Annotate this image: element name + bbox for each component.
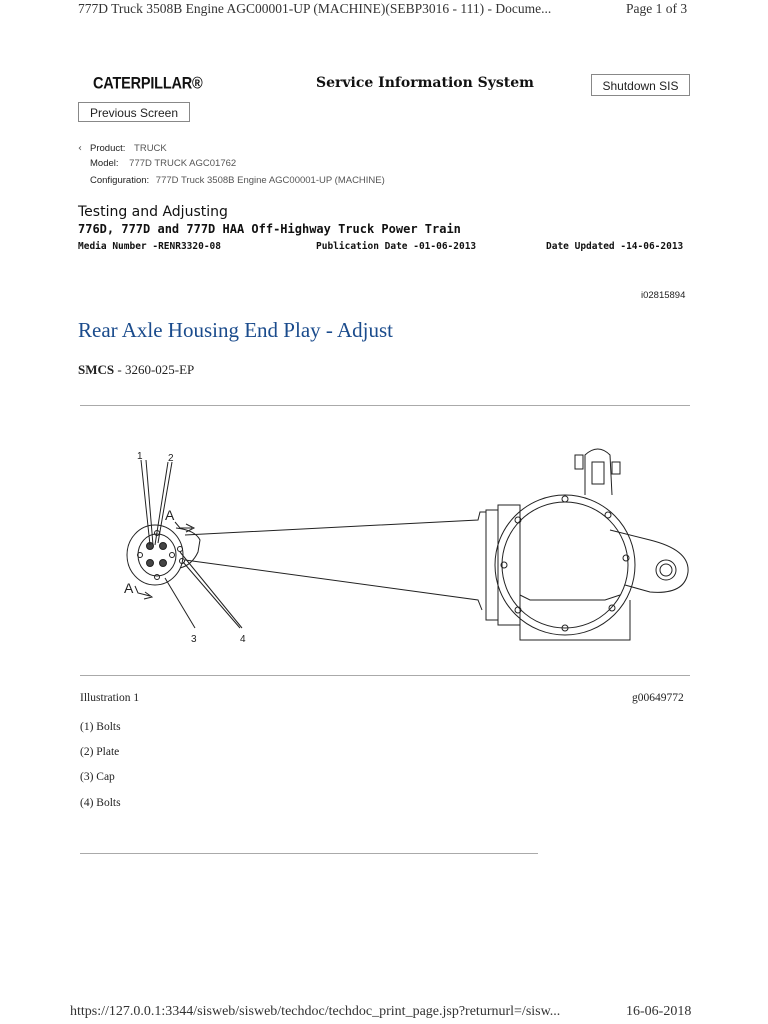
configuration-row: [90, 175, 385, 186]
previous-screen-button[interactable]: Previous Screen: [78, 102, 190, 122]
configuration-value: 777D Truck 3508B Engine AGC00001-UP (MACHINE): [155, 175, 385, 186]
doc-subtitle: 776D, 777D and 777D HAA Off-Highway Truck Power Train: [78, 222, 461, 236]
document-id: i02815894: [641, 290, 686, 301]
date-updated: Date Updated -14-06-2013: [546, 241, 684, 252]
divider-bottom: [80, 853, 538, 854]
cover-bolt: [605, 512, 611, 518]
product-value: TRUCK: [134, 143, 167, 154]
publication-date: Publication Date -01-06-2013: [316, 241, 477, 252]
divider-illustration: [80, 675, 690, 676]
media-number: Media Number -RENR3320-08: [78, 241, 221, 252]
rear-axle-illustration: [80, 440, 700, 655]
flange-bolt: [178, 547, 183, 552]
callout-3: 3: [191, 634, 197, 645]
graphic-id: g00649772: [632, 692, 684, 704]
footer-date: 16-06-2018: [626, 1004, 692, 1019]
legend-item: (1) Bolts: [80, 721, 121, 733]
legend-item: (4) Bolts: [80, 797, 121, 809]
hub-bolt: [160, 560, 167, 567]
smcs-value: - 3260-025-EP: [114, 362, 195, 377]
smcs-label: SMCS: [78, 362, 115, 377]
model-key: Model:: [90, 158, 119, 169]
illustration-caption: Illustration 1: [80, 692, 140, 704]
leader-1: [146, 460, 153, 545]
smcs-code: [78, 362, 194, 378]
chevron-left-icon[interactable]: ‹: [78, 143, 82, 154]
arm-top-edge: [185, 512, 486, 535]
housing-flange: [486, 510, 498, 620]
legend-item: (3) Cap: [80, 771, 115, 783]
housing-cover: [495, 495, 635, 635]
leader-1: [141, 460, 150, 545]
legend-item: (2) Plate: [80, 746, 120, 758]
hub-bolt: [170, 553, 175, 558]
caterpillar-logo: CATERPILLAR®: [93, 74, 203, 94]
leader-2: [155, 462, 168, 545]
model-row: [90, 158, 236, 169]
hub-bolt: [160, 543, 167, 550]
page-indicator: Page 1 of 3: [626, 1, 688, 16]
cover-band: [520, 595, 620, 600]
print-title: 777D Truck 3508B Engine AGC00001-UP (MACHINE)(SEBP3016 - 111) - Docume...: [78, 1, 552, 16]
callout-4: 4: [240, 634, 246, 645]
cover-bolt: [562, 496, 568, 502]
bracket-bolt: [575, 455, 583, 469]
footer-url: https://127.0.0.1:3344/sisweb/sisweb/techdoc/techdoc_print_page.jsp?returnurl=/sisw...: [70, 1004, 561, 1019]
configuration-key: Configuration:: [90, 175, 150, 186]
arm-bottom-edge: [185, 560, 482, 610]
section-title: Testing and Adjusting: [78, 204, 228, 220]
callout-2: 2: [168, 453, 174, 464]
system-title: Service Information System: [316, 75, 534, 91]
callout-1: 1: [137, 451, 143, 462]
mount-eye-outer: [656, 560, 676, 580]
model-value: 777D TRUCK AGC01762: [129, 158, 237, 169]
leader-4: [183, 562, 240, 628]
mounting-arm: [610, 530, 688, 592]
leader-2: [158, 462, 172, 543]
print-header: [0, 0, 768, 20]
shutdown-sis-button[interactable]: Shutdown SIS: [591, 74, 690, 96]
product-key: Product:: [90, 143, 126, 154]
section-label-a-bottom: A: [124, 580, 134, 596]
hub-bolt: [147, 560, 154, 567]
bracket-pin: [592, 462, 604, 484]
page-title: Rear Axle Housing End Play - Adjust: [78, 318, 393, 342]
section-label-a-top: A: [165, 507, 175, 523]
hub-bolt: [155, 575, 160, 580]
upper-bracket: [585, 449, 612, 495]
cover-bolt: [609, 605, 615, 611]
hub-plate: [138, 534, 176, 576]
section-arrow-a-top: [175, 522, 192, 528]
mount-eye-inner: [660, 564, 672, 576]
divider-top: [80, 405, 690, 406]
bracket-bolt: [612, 462, 620, 474]
product-row: [90, 143, 167, 154]
leader-3: [165, 578, 195, 628]
